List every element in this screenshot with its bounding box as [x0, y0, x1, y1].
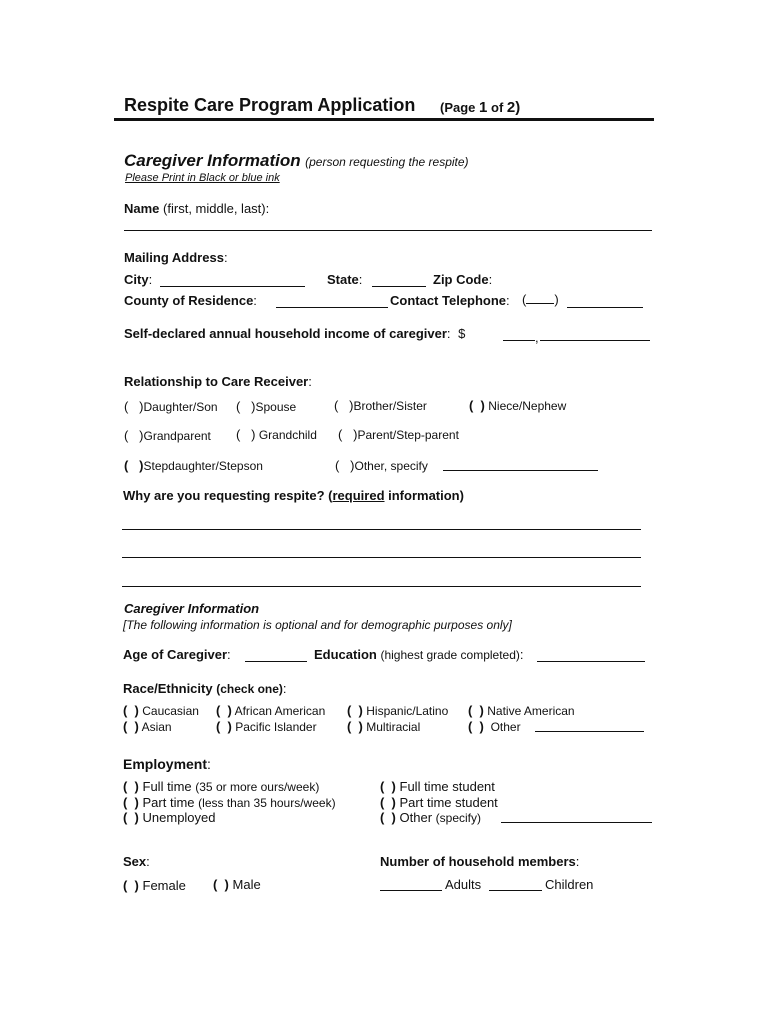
page-of: of: [491, 100, 504, 115]
children-field[interactable]: [489, 890, 542, 891]
form-title: [124, 95, 415, 116]
option-spouse[interactable]: ( )Spouse: [236, 399, 297, 414]
age-field[interactable]: [245, 661, 307, 662]
page-indicator: [440, 99, 520, 116]
zip-label: Zip Code:: [433, 272, 493, 287]
option-stepdaughter-stepson[interactable]: ( )Stepdaughter/Stepson: [124, 458, 263, 473]
print-note: Please Print in Black or blue ink: [125, 172, 280, 184]
race-african-american[interactable]: ( ) African American: [216, 703, 326, 718]
title-rule: [114, 118, 654, 121]
employment-unemployed[interactable]: ( ) Unemployed: [123, 810, 216, 825]
race-native-american[interactable]: ( ) Native American: [468, 703, 575, 718]
option-brother-sister[interactable]: ( )Brother/Sister: [334, 398, 427, 413]
employment-full-time-student[interactable]: ( ) Full time student: [380, 779, 495, 794]
employment-label: Employment:: [123, 756, 211, 772]
race-asian[interactable]: ( ) Asian: [123, 719, 172, 734]
demographic-subtitle: [The following information is optional and for demographic purposes only]: [123, 618, 512, 632]
employment-part-time[interactable]: ( ) Part time (less than 35 hours/week): [123, 795, 336, 810]
employment-part-time-student[interactable]: ( ) Part time student: [380, 795, 498, 810]
income-label: Self-declared annual household income of caregiver: $: [124, 326, 466, 341]
race-caucasian[interactable]: ( ) Caucasian: [123, 703, 199, 718]
page-number: 1: [479, 99, 488, 116]
sex-male[interactable]: ( ) Male: [213, 877, 261, 892]
education-label: Education (highest grade completed):: [314, 647, 524, 662]
county-label: County of Residence:: [124, 293, 257, 308]
why-line-2[interactable]: [122, 557, 641, 558]
demographic-section-title: Caregiver Information: [124, 601, 260, 616]
other-relationship-field[interactable]: [443, 470, 598, 471]
mailing-address-label: Mailing Address:: [124, 250, 228, 265]
option-grandchild[interactable]: ( ) Grandchild: [236, 427, 317, 442]
city-label: City:: [124, 272, 153, 287]
name-label: Name (first, middle, last):: [124, 201, 270, 216]
option-niece-nephew[interactable]: ( ) Niece/Nephew: [469, 398, 567, 413]
why-line-3[interactable]: [122, 586, 641, 587]
race-pacific-islander[interactable]: ( ) Pacific Islander: [216, 719, 317, 734]
income-comma: ,: [535, 330, 539, 345]
why-line-1[interactable]: [122, 529, 641, 530]
city-field[interactable]: [160, 286, 305, 287]
county-field[interactable]: [276, 307, 388, 308]
area-code-field[interactable]: ( ): [522, 292, 559, 307]
option-parent-step-parent[interactable]: ( )Parent/Step-parent: [338, 427, 459, 442]
adults-label: Adults: [445, 877, 482, 892]
income-field[interactable]: [540, 340, 650, 341]
employment-other-field[interactable]: [501, 822, 652, 823]
age-label: Age of Caregiver:: [123, 647, 231, 662]
caregiver-subtitle: (person requesting the respite): [305, 155, 469, 169]
telephone-field[interactable]: [567, 307, 643, 308]
children-label: Children: [545, 877, 594, 892]
page-label: (Page: [440, 100, 476, 115]
why-requesting-label: Why are you requesting respite? (required information): [123, 488, 464, 503]
relationship-label: Relationship to Care Receiver:: [124, 374, 312, 389]
contact-telephone-label: Contact Telephone:: [390, 293, 510, 308]
page-total: 2): [506, 99, 521, 116]
adults-field[interactable]: [380, 890, 442, 891]
state-field[interactable]: [372, 286, 426, 287]
race-other[interactable]: ( ) Other: [468, 719, 521, 734]
name-field[interactable]: [124, 230, 652, 231]
race-multiracial[interactable]: ( ) Multiracial: [347, 719, 421, 734]
sex-female[interactable]: ( ) Female: [123, 878, 186, 893]
race-ethnicity-label: Race/Ethnicity (check one):: [123, 681, 287, 696]
form-title-text: Respite Care Program Application: [124, 95, 416, 115]
caregiver-title: Caregiver Information: [124, 151, 301, 170]
caregiver-section-title: [124, 151, 469, 171]
race-other-field[interactable]: [535, 731, 644, 732]
household-members-label: Number of household members:: [380, 854, 580, 869]
employment-full-time[interactable]: ( ) Full time (35 or more ours/week): [123, 779, 320, 794]
option-grandparent[interactable]: ( )Grandparent: [124, 428, 211, 443]
education-field[interactable]: [537, 661, 645, 662]
sex-label: Sex:: [123, 854, 150, 869]
state-label: State:: [327, 272, 363, 287]
option-other-specify[interactable]: ( )Other, specify: [335, 458, 428, 473]
race-hispanic-latino[interactable]: ( ) Hispanic/Latino: [347, 703, 449, 718]
income-field-thousands[interactable]: [503, 340, 535, 341]
checkbox-paren[interactable]: ( ): [124, 399, 144, 414]
employment-other[interactable]: ( ) Other (specify): [380, 810, 481, 825]
option-daughter-son[interactable]: ( )Daughter/Son: [124, 399, 218, 414]
